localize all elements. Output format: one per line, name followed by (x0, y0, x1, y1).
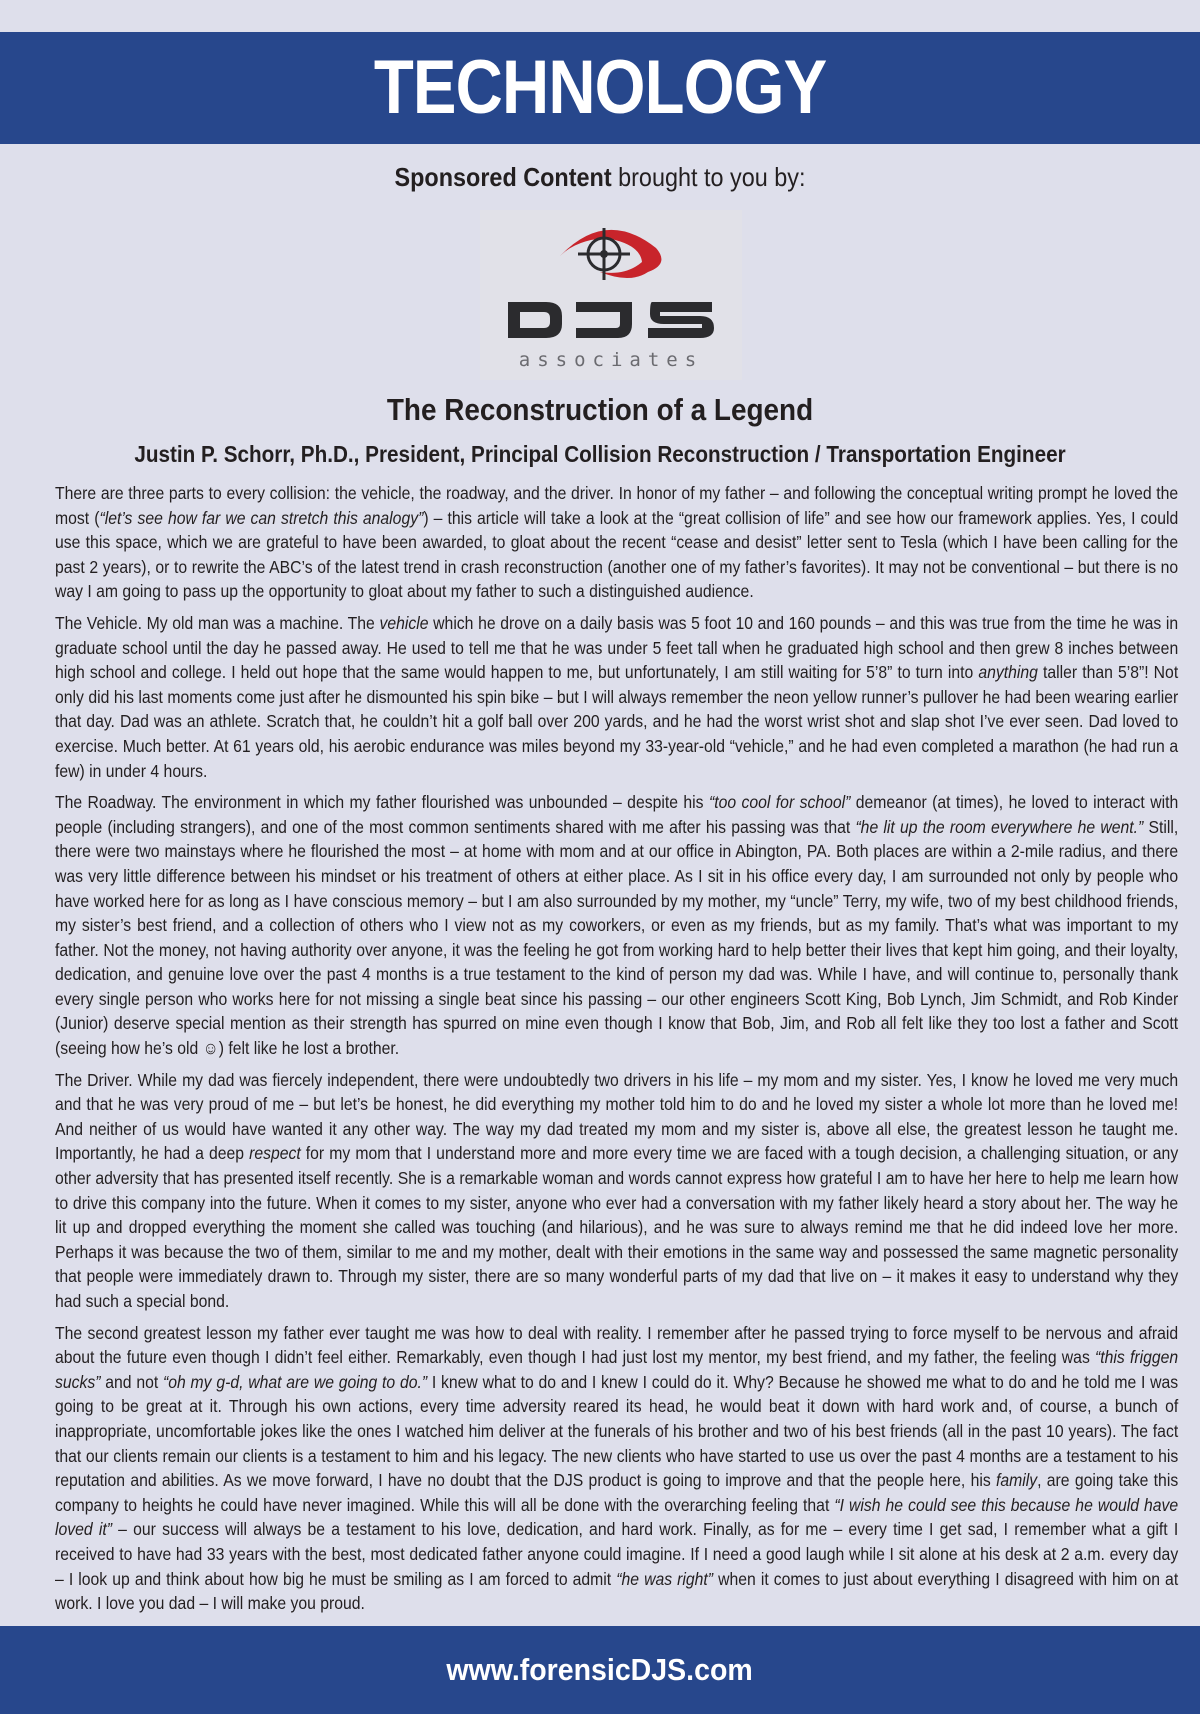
italic-run: “I wish he could see this because he would have loved it” (55, 1494, 1179, 1540)
logo-graphic (480, 210, 742, 380)
text-run: There are three parts to every collision: the vehicle, the roadway, and the driver. In honor of my father – and following the conceptual writing prompt he loved the most ( (55, 483, 1179, 528)
italic-run: “let’s see how far we can stretch this analogy” (99, 507, 424, 528)
article-title: The Reconstruction of a Legend (386, 392, 814, 427)
text-run: Still, there were two mainstays where he flourished the most – at home with mom and at our office in Abington, PA. Both places are within a 2-mile radius, and there was very little difference between his mindset or his treatment of others at either place. As I sit in his office every day, I am surrounded not only by people who have worked here for as long as I have conscious memory – but I am also surrounded by my mother, my “uncle” Terry, my wife, two of my best childhood friends, my sister’s best friend, and a collection of others who I view not as my coworkers, or even as my friends, but as my family. That’s what was important to my father. Not the money, not having authority over anyone, it was the feeling he got from working hard to help better their lives that kept him going, and their loyalty, dedication, and genuine love over the past 4 months is a true testament to the kind of person my dad was. While I have, and will continue to, personally thank every single person who works here for not missing a single beat since his passing – our other engineers Scott King, Bob Lynch, Jim Schmidt, and Rob Kinder (Junior) deserve special mention as their strength has spurred on mine even though I know that Bob, Jim, and Rob all felt like they too lost a father and Scott (seeing how he’s old ☺) felt like he lost a brother. (55, 816, 1179, 1059)
text-run: The second greatest lesson my father ever taught me was how to deal with reality. I remember after he passed trying to force myself to be nervous and afraid about the future even though I didn’t feel either. Remarkably, even though I had just lost my mentor, my best friend, and my father, the feeling was (55, 1322, 1179, 1368)
djs-associates-logo (480, 210, 742, 380)
paragraph-reality (55, 1321, 1178, 1616)
text-run: taller than 5’8”! Not only did his last moments come just after he dismounted his spin bike – but I will always remember the neon yellow runner’s pullover he had been wearing earlier that day. Dad was an athlete. Scratch that, he couldn’t hit a golf ball over 200 yards, and he had the worst wrist shot and slap shot I’ve ever seen. Dad loved to exercise. Much better. At 61 years old, his aerobic endurance was miles beyond my 33-year-old “vehicle,” and he had even completed a marathon (he had run a few) in under 4 hours. (55, 662, 1179, 781)
italic-run: family (995, 1470, 1038, 1491)
paragraph-roadway (55, 790, 1178, 1061)
text-run: – our success will always be a testament to his love, dedication, and hard work. Finally, as for me – every time I get sad, I remember what a gift I received to have had 33 years with the best, most dedicated father anyone could imagine. If I need a good laugh while I sit alone at his desk at 2 a.m. every day – I look up and think about how big he must be smiling as I am forced to admit (55, 1519, 1179, 1589)
italic-run: “he was right” (616, 1568, 714, 1589)
italic-run: “he lit up the room everywhere he went.” (855, 816, 1144, 837)
text-run: and not (100, 1371, 164, 1392)
text-run: when it comes to just about everything I disagreed with him on at work. I love you dad – I will make you proud. (55, 1568, 1179, 1614)
italic-run: “this friggen sucks” (55, 1347, 1179, 1392)
text-run: The Driver. While my dad was fiercely independent, there were undoubtedly two drivers in his life – my mom and my sister. Yes, I know he loved me very much and that he was very proud of me – but let’s be honest, he did everything my mother told him to do and he loved my sister a whole lot more than he loved me! And neither of us would have wanted it any other way. The way my dad treated my mom and my sister is, above all else, the greatest lesson he taught me. Importantly, he had a deep (55, 1069, 1179, 1164)
crosshair-eye-icon (560, 228, 661, 280)
text-run: for my mom that I understand more and more every time we are faced with a tough decision, a challenging situation, or any other adversity that has presented itself recently. She is a remarkable woman and words cannot express how grateful I am to have her here to help me learn how to drive this company into the future. When it comes to my sister, anyone who ever had a conversation with my father likely heard a story about her. The way he lit up and dropped everything the moment she called was touching (and hilarious), and he was sure to always remind me that he did indeed love her more. Perhaps it was because the two of them, similar to me and my mother, dealt with their emotions in the same way and possessed the same magnetic personality that people were immediately drawn to. Through my sister, there are so many wonderful parts of my dad that live on – it makes it easy to understand why they had such a special bond. (55, 1143, 1179, 1311)
paragraph-vehicle (55, 611, 1178, 783)
text-run: The Roadway. The environment in which my father flourished was unbounded – despite his (55, 792, 709, 813)
text-run: The Vehicle. My old man was a machine. The (55, 612, 380, 633)
paragraph-driver (55, 1068, 1178, 1314)
sponsored-label: Sponsored Content (394, 162, 612, 192)
footer-band (0, 1626, 1200, 1714)
sponsored-text: brought to you by: (611, 162, 806, 192)
website-url[interactable]: www.forensicDJS.com (446, 1652, 754, 1687)
italic-run: anything (978, 662, 1038, 683)
logo-tagline: associates (518, 349, 704, 371)
text-run: , are going take this company to heights he could have never imagined. While this will all be done with the overarching feeling that (55, 1470, 1179, 1515)
djs-wordmark (508, 302, 714, 338)
sponsored-line (60, 162, 1140, 193)
text-run: ) – this article will take a look at the “great collision of life” and see how our framework applies. Yes, I could use this space, which we are grateful to have been awarded, to gloat about the recent “cease and desist” letter sent to Tesla (which I have been calling for the past 2 years), or to rewrite the ABC’s of the latest trend in crash reconstruction (another one of my father’s favorites). It may not be conventional – but there is no way I am going to pass up the opportunity to gloat about my father to such a distinguished audience. (55, 507, 1179, 602)
italic-run: respect (249, 1143, 301, 1164)
text-run: I knew what to do and I knew I could do it. Why? Because he showed me what to do and he told me I was going to be great at it. Through his own actions, every time adversity reared its head, he would beat it down with hard work and, of course, a bunch of inappropriate, uncomfortable jokes like the ones I watched him deliver at the funerals of his brother and two of his best friends (all in the past 10 years). The fact that our clients remain our clients is a testament to him and his legacy. The new clients who have started to use us over the past 4 months are a testament to his reputation and abilities. As we move forward, I have no doubt that the DJS product is going to improve and that the people here, his (55, 1371, 1179, 1491)
paragraph-intro (55, 481, 1178, 604)
author-byline: Justin P. Schorr, Ph.D., President, Principal Collision Reconstruction / Transportation Engineer (134, 441, 1066, 467)
section-title: TECHNOLOGY (373, 45, 827, 130)
section-header-band (0, 32, 1200, 144)
italic-run: “too cool for school” (708, 792, 851, 813)
text-run: which he drove on a daily basis was 5 foot 10 and 160 pounds – and this was true from the time he was in graduate school until the day he passed away. He used to tell me that he was under 5 feet tall when he graduated high school and then grew 8 inches between high school and college. I held out hope that the same would happen to me, but unfortunately, I am still waiting for 5’8” to turn into (55, 612, 1179, 683)
italic-run: “oh my g-d, what are we going to do.” (163, 1371, 428, 1392)
text-run: demeanor (at times), he loved to interact with people (including strangers), and one of the most common sentiments shared with me after his passing was that (55, 792, 1179, 837)
article-body (55, 481, 1178, 1623)
italic-run: vehicle (379, 612, 429, 633)
